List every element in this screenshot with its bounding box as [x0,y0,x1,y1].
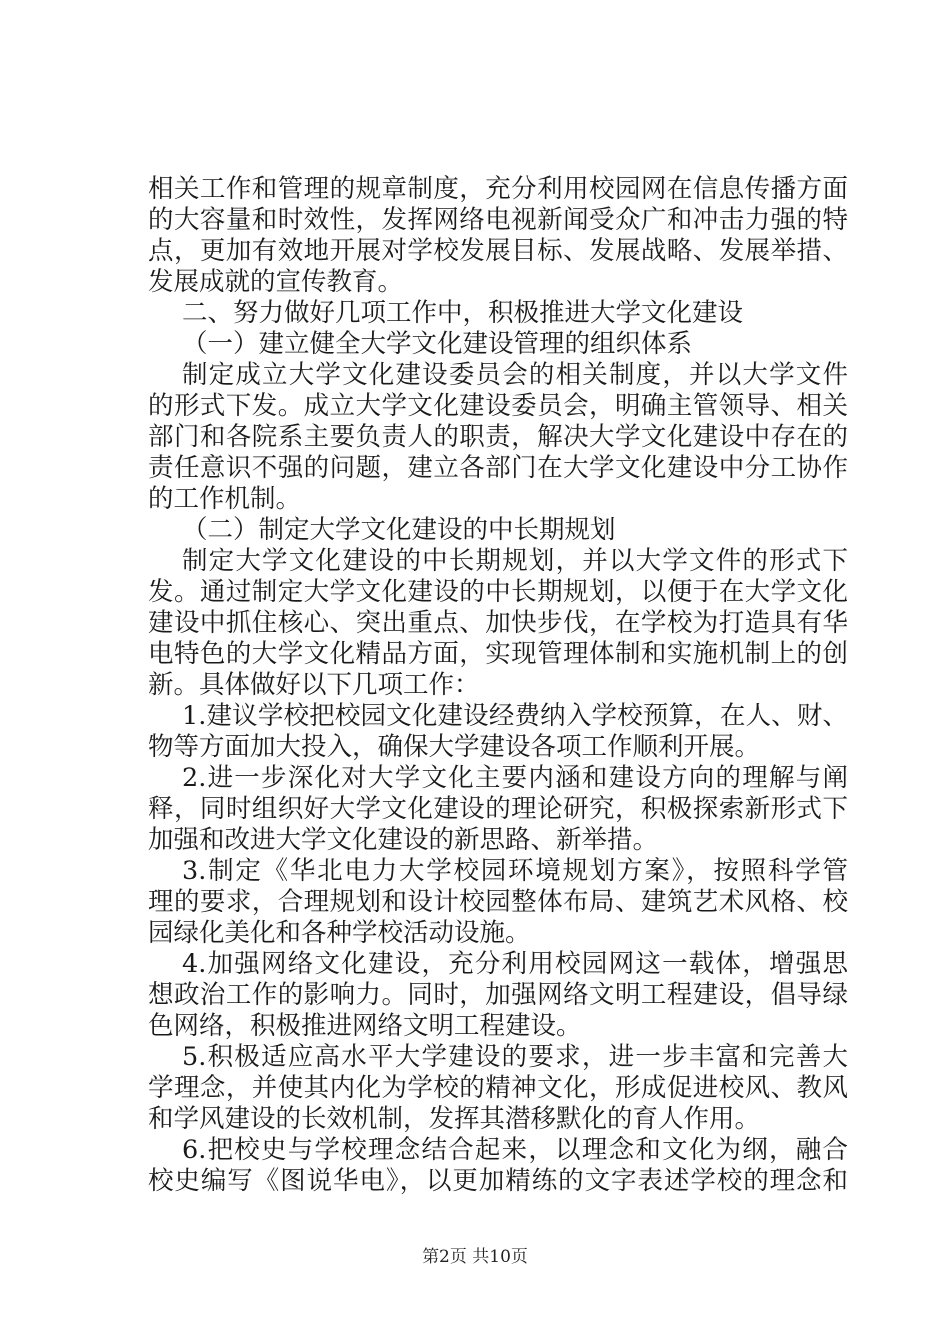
text-line: 部门和各院系主要负责人的职责，解决大学文化建设中存在的 [148,422,848,452]
text-line: 2.进一步深化对大学文化主要内涵和建设方向的理解与阐 [182,763,848,793]
text-line: 制定大学文化建设的中长期规划，并以大学文件的形式下 [182,546,848,576]
text-line: 理的要求，合理规划和设计校园整体布局、建筑艺术风格、校 [148,887,848,917]
text-line: 园绿化美化和各种学校活动设施。 [148,918,531,948]
text-line: 4.加强网络文化建设，充分利用校园网这一载体，增强思 [182,949,848,979]
subsection-heading [148,329,848,360]
text-line: 新。具体做好以下几项工作： [148,670,480,700]
text-line: 1.建议学校把校园文化建设经费纳入学校预算，在人、财、 [182,701,848,731]
subsection-heading-text: （二）制定大学文化建设的中长期规划 [182,515,616,545]
list-item [148,1042,848,1135]
text-line: 责任意识不强的问题，建立各部门在大学文化建设中分工协作 [148,453,848,483]
text-line: 5.积极适应高水平大学建设的要求，进一步丰富和完善大 [182,1042,848,1072]
text-line: 释，同时组织好大学文化建设的理论研究，积极探索新形式下 [148,794,848,824]
text-line: 相关工作和管理的规章制度，充分利用校园网在信息传播方面 [148,174,848,204]
page-number-indicator: 第2页 共10页 [422,1247,528,1267]
text-line: 制定成立大学文化建设委员会的相关制度，并以大学文件 [182,360,848,390]
list-item [148,949,848,1042]
text-line: 物等方面加大投入，确保大学建设各项工作顺利开展。 [148,732,761,762]
text-line: 的形式下发。成立大学文化建设委员会，明确主管领导、相关 [148,391,848,421]
document-body [148,174,848,1197]
paragraph-intro-continuation [148,174,848,298]
text-line: 建设中抓住核心、突出重点、加快步伐，在学校为打造具有华 [148,608,848,638]
section-heading [148,298,848,329]
text-line: 想政治工作的影响力。同时，加强网络文明工程建设，倡导绿 [148,980,848,1010]
text-line: 的大容量和时效性，发挥网络电视新闻受众广和冲击力强的特 [148,205,848,235]
list-item [148,856,848,949]
text-line: 点，更加有效地开展对学校发展目标、发展战略、发展举措、 [148,236,848,266]
text-line: 和学风建设的长效机制，发挥其潜移默化的育人作用。 [148,1104,761,1134]
text-line: 色网络，积极推进网络文明工程建设。 [148,1011,582,1041]
text-line: 电特色的大学文化精品方面，实现管理体制和实施机制上的创 [148,639,848,669]
text-line: 发。通过制定大学文化建设的中长期规划，以便于在大学文化 [148,577,848,607]
list-item [148,763,848,856]
text-line: 发展成就的宣传教育。 [148,267,404,297]
paragraph [148,546,848,701]
text-line: 3.制定《华北电力大学校园环境规划方案》，按照科学管 [182,856,848,886]
section-heading-text: 二、努力做好几项工作中，积极推进大学文化建设 [182,298,744,328]
text-line: 6.把校史与学校理念结合起来，以理念和文化为纲，融合 [182,1135,848,1165]
text-line: 校史编写《图说华电》，以更加精练的文字表述学校的理念和 [148,1166,848,1196]
list-item [148,701,848,763]
text-line: 学理念，并使其内化为学校的精神文化，形成促进校风、教风 [148,1073,848,1103]
subsection-heading [148,515,848,546]
text-line: 加强和改进大学文化建设的新思路、新举措。 [148,825,659,855]
paragraph [148,360,848,515]
page-footer [0,1242,950,1267]
subsection-heading-text: （一）建立健全大学文化建设管理的组织体系 [182,329,693,359]
text-line: 的工作机制。 [148,484,302,514]
list-item [148,1135,848,1197]
